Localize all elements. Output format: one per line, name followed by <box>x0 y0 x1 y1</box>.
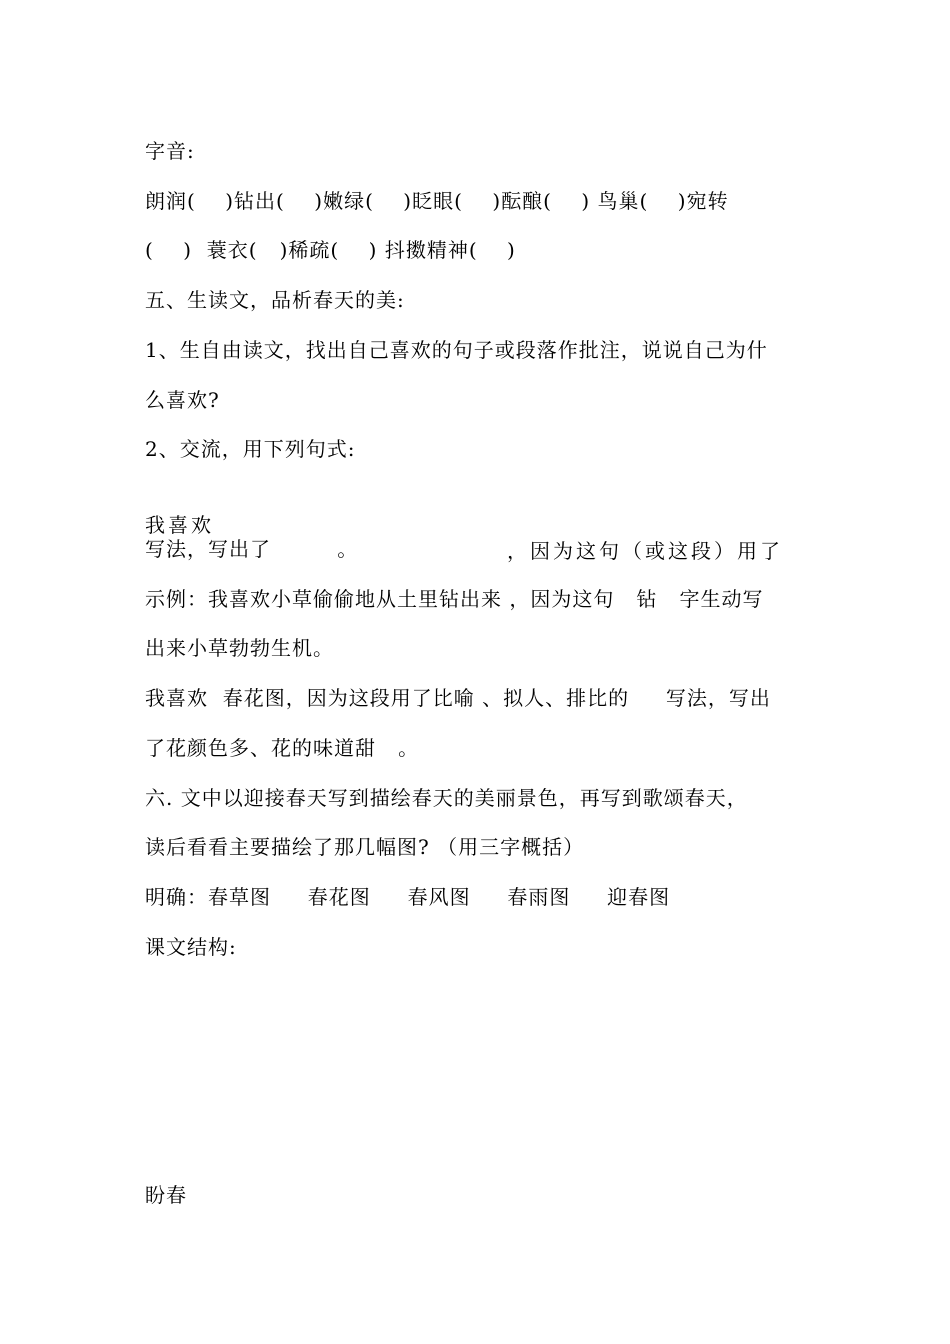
pronunciation-line-1: 朗润( )钻出( )嫩绿( )眨眼( )酝酿( ) 鸟巢( )宛转 <box>145 189 729 213</box>
sentence-pattern-line-2: 写法，写出了 。 <box>145 537 359 561</box>
task-1-text: 1、生自由读文，找出自己喜欢的句子或段落作批注，说说自己为什 <box>145 338 768 362</box>
task-2-text: 2、交流，用下列句式: <box>145 437 356 461</box>
example-line-2: 出来小草勃勃生机。 <box>145 636 334 660</box>
sentence-pattern-start: 我喜欢 <box>145 513 214 537</box>
clarification-line: 明确：春草图 春花图 春风图 春雨图 迎春图 <box>145 885 671 909</box>
pronunciation-line-2: ( ) 蓑衣( )稀疏( ) 抖擞精神( ) <box>145 238 516 262</box>
text-structure-heading: 课文结构: <box>145 935 237 959</box>
task-1-text-cont: 么喜欢? <box>145 388 220 412</box>
answer-line-1: 我喜欢 春花图，因为这段用了比喻 、拟人、排比的 写法，写出 <box>145 686 771 710</box>
example-line-1: 示例：我喜欢小草偷偷地从土里钻出来 ，因为这句 钻 字生动写 <box>145 587 764 611</box>
sentence-pattern-end: ，因为这句（或这段）用了 <box>507 539 783 563</box>
pronunciation-heading: 字音: <box>145 139 195 163</box>
structure-item-panchun: 盼春 <box>145 1183 187 1207</box>
section-five-heading: 五、生读文，品析春天的美: <box>145 288 405 312</box>
section-six-line-2: 读后看看主要描绘了那几幅图? （用三字概括） <box>145 835 585 859</box>
answer-line-2: 了花颜色多、花的味道甜 。 <box>145 736 420 760</box>
section-six-line-1: 六. 文中以迎接春天写到描绘春天的美丽景色，再写到歌颂春天， <box>145 786 748 810</box>
